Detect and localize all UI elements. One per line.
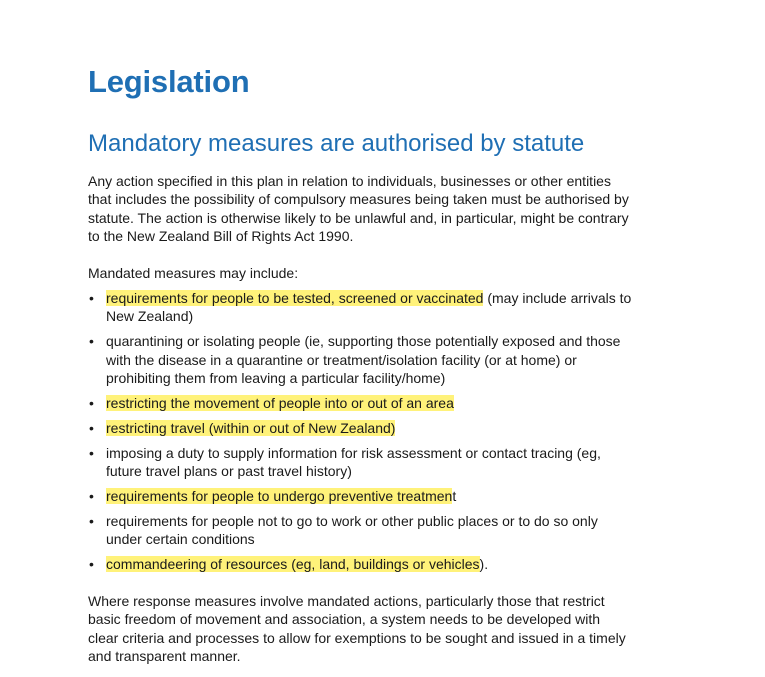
bullet-icon: • — [89, 488, 94, 505]
bullet-icon: • — [89, 444, 94, 461]
bullet-icon: • — [89, 290, 94, 306]
item-text: t — [452, 488, 457, 505]
page-title: Legislation — [88, 64, 250, 99]
bullet-icon: • — [89, 556, 94, 573]
highlighted-text: commandeering of resources (eg, land, buildings or vehicles — [106, 556, 480, 573]
intro-paragraph: Any action specified in this plan in relation to individuals, businesses or other entities that includes the possibility of compulsory measures being taken must be authorised by statute. The action is otherwise likely to be unlawful and, in particular, might be contrary to the New Zealand Bill of Rights Act 1990. — [88, 173, 629, 245]
list-item — [88, 555, 633, 573]
list-item — [88, 289, 633, 326]
list-item — [88, 487, 633, 505]
bullet-icon: • — [89, 419, 94, 436]
list-item — [88, 419, 633, 437]
section-heading: Mandatory measures are authorised by statute — [88, 130, 585, 157]
highlighted-text: requirements for people to undergo preventive treatmen — [106, 488, 453, 505]
item-text: imposing a duty to supply information for risk assessment or contact tracing (eg, future travel plans or past travel history) — [106, 444, 601, 480]
mandated-measures-intro: Mandated measures may include: — [88, 265, 299, 281]
highlighted-text: restricting the movement of people into or out of an area — [106, 395, 454, 412]
item-text: (may include arrivals to New Zealand) — [106, 290, 632, 325]
closing-paragraph: Where response measures involve mandated actions, particularly those that restrict basic freedom of movement and association, a system needs to be developed with clear criteria and processes to allow for exemptions to be sought and issued in a timely and transparent manner. — [88, 593, 626, 665]
item-text: ). — [479, 556, 489, 573]
list-item — [88, 444, 633, 481]
list-item — [88, 512, 633, 549]
bullet-icon: • — [89, 513, 94, 530]
list-item — [88, 332, 633, 387]
bullet-icon: • — [89, 333, 94, 350]
list-item — [88, 394, 633, 412]
bullet-icon: • — [89, 395, 94, 412]
highlighted-text: restricting travel (within or out of New Zealand) — [106, 419, 396, 436]
mandated-measures-list — [88, 289, 633, 580]
item-text: requirements for people not to go to work or other public places or to do so only under certain conditions — [106, 513, 598, 548]
item-text: quarantining or isolating people (ie, supporting those potentially exposed and those with the disease in a quarantine or treatment/isolation facility (or at home) or prohibiting them from leaving a particular facility/home) — [106, 333, 621, 387]
highlighted-text: requirements for people to be tested, screened or vaccinated — [106, 290, 484, 306]
